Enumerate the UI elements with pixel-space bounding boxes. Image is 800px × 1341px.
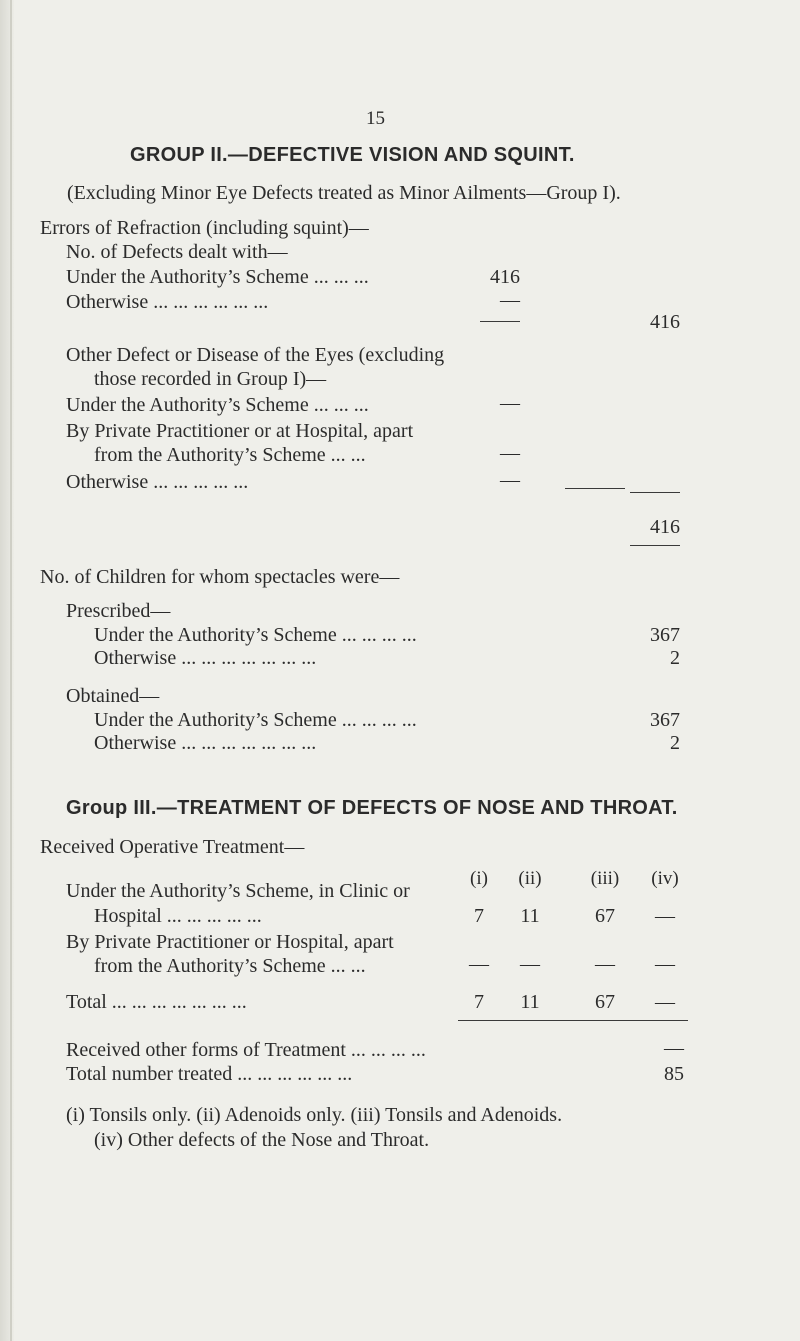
defects-heading: No. of Defects dealt with— — [66, 241, 288, 263]
obtained-row1-label: Under the Authority’s Scheme ... ... ... ... — [94, 709, 417, 731]
operative-row2-value-i: — — [469, 953, 489, 975]
errors-row1-label: Under the Authority’s Scheme ... ... ... — [66, 266, 369, 288]
operative-row1-value-ii: 11 — [520, 905, 540, 927]
operative-row2-value-iv: — — [655, 953, 675, 975]
obtained-heading: Obtained— — [66, 685, 160, 707]
group2-subtitle: (Excluding Minor Eye Defects treated as Minor Ailments—Group I). — [67, 182, 621, 204]
operative-total-value-iii: 67 — [595, 991, 615, 1013]
obtained-row2-value: 2 — [670, 732, 680, 754]
operative-total-value-iv: — — [655, 991, 675, 1013]
operative-total-value-ii: 11 — [520, 991, 540, 1013]
total-treated-value: 85 — [664, 1063, 684, 1085]
errors-row1-value: 416 — [490, 266, 520, 288]
other-subtotal-rule — [565, 488, 625, 489]
group3-title: Group III.—TREATMENT OF DEFECTS OF NOSE AND THROAT. — [66, 797, 678, 819]
operative-total-rule — [458, 1020, 688, 1021]
other-row1-label: Under the Authority’s Scheme ... ... ... — [66, 394, 369, 416]
column-header-iii: (iii) — [590, 868, 620, 889]
group2-title: GROUP II.—DEFECTIVE VISION AND SQUINT. — [130, 144, 575, 166]
errors-row2-value: — — [500, 289, 520, 311]
prescribed-row1-value: 367 — [650, 624, 680, 646]
errors-subtotal-rule — [480, 321, 520, 322]
other-forms-value: — — [664, 1037, 684, 1059]
footnote-line2: (iv) Other defects of the Nose and Throat. — [94, 1129, 430, 1151]
operative-row1-label-line2: Hospital ... ... ... ... ... — [94, 905, 262, 927]
grand-total-top-rule — [630, 492, 680, 493]
column-header-i: (i) — [470, 868, 488, 889]
other-row2-value: — — [500, 442, 520, 464]
column-header-iv: (iv) — [651, 868, 679, 889]
operative-row2-value-iii: — — [595, 953, 615, 975]
operative-row2-label-line2: from the Authority’s Scheme ... ... — [94, 955, 366, 977]
operative-row2-value-ii: — — [520, 953, 540, 975]
other-row3-label: Otherwise ... ... ... ... ... — [66, 471, 249, 493]
page-binding-line — [10, 0, 12, 1341]
errors-total-value: 416 — [650, 311, 680, 333]
other-row3-value: — — [500, 469, 520, 491]
operative-row2-label-line1: By Private Practitioner or Hospital, apart — [66, 931, 394, 953]
other-defect-heading-line1: Other Defect or Disease of the Eyes (excluding — [66, 344, 445, 366]
operative-total-value-i: 7 — [474, 991, 484, 1013]
column-header-ii: (ii) — [518, 868, 542, 889]
operative-row1-label-line1: Under the Authority’s Scheme, in Clinic or — [66, 880, 410, 902]
other-row2-label-line1: By Private Practitioner or at Hospital, apart — [66, 420, 414, 442]
operative-row1-value-iv: — — [655, 905, 675, 927]
operative-heading: Received Operative Treatment— — [40, 836, 305, 858]
other-row1-value: — — [500, 392, 520, 414]
prescribed-row1-label: Under the Authority’s Scheme ... ... ... ... — [94, 624, 417, 646]
prescribed-row2-label: Otherwise ... ... ... ... ... ... ... — [94, 647, 317, 669]
errors-heading: Errors of Refraction (including squint)— — [40, 217, 369, 239]
footnote-line1: (i) Tonsils only. (ii) Adenoids only. (iii) Tonsils and Adenoids. — [66, 1104, 563, 1126]
other-row2-label-line2: from the Authority’s Scheme ... ... — [94, 444, 366, 466]
prescribed-heading: Prescribed— — [66, 600, 171, 622]
obtained-row1-value: 367 — [650, 709, 680, 731]
operative-row1-value-i: 7 — [474, 905, 484, 927]
grand-total-value: 416 — [650, 516, 680, 538]
page-number: 15 — [366, 108, 385, 129]
other-forms-label: Received other forms of Treatment ... ... ... ... — [66, 1039, 426, 1061]
spectacles-heading: No. of Children for whom spectacles were— — [40, 566, 400, 588]
errors-row2-label: Otherwise ... ... ... ... ... ... — [66, 291, 269, 313]
operative-total-label: Total ... ... ... ... ... ... ... — [66, 991, 247, 1013]
obtained-row2-label: Otherwise ... ... ... ... ... ... ... — [94, 732, 317, 754]
operative-row1-value-iii: 67 — [595, 905, 615, 927]
other-defect-heading-line2: those recorded in Group I)— — [94, 368, 327, 390]
grand-total-bottom-rule — [630, 545, 680, 546]
prescribed-row2-value: 2 — [670, 647, 680, 669]
total-treated-label: Total number treated ... ... ... ... ... ... — [66, 1063, 353, 1085]
